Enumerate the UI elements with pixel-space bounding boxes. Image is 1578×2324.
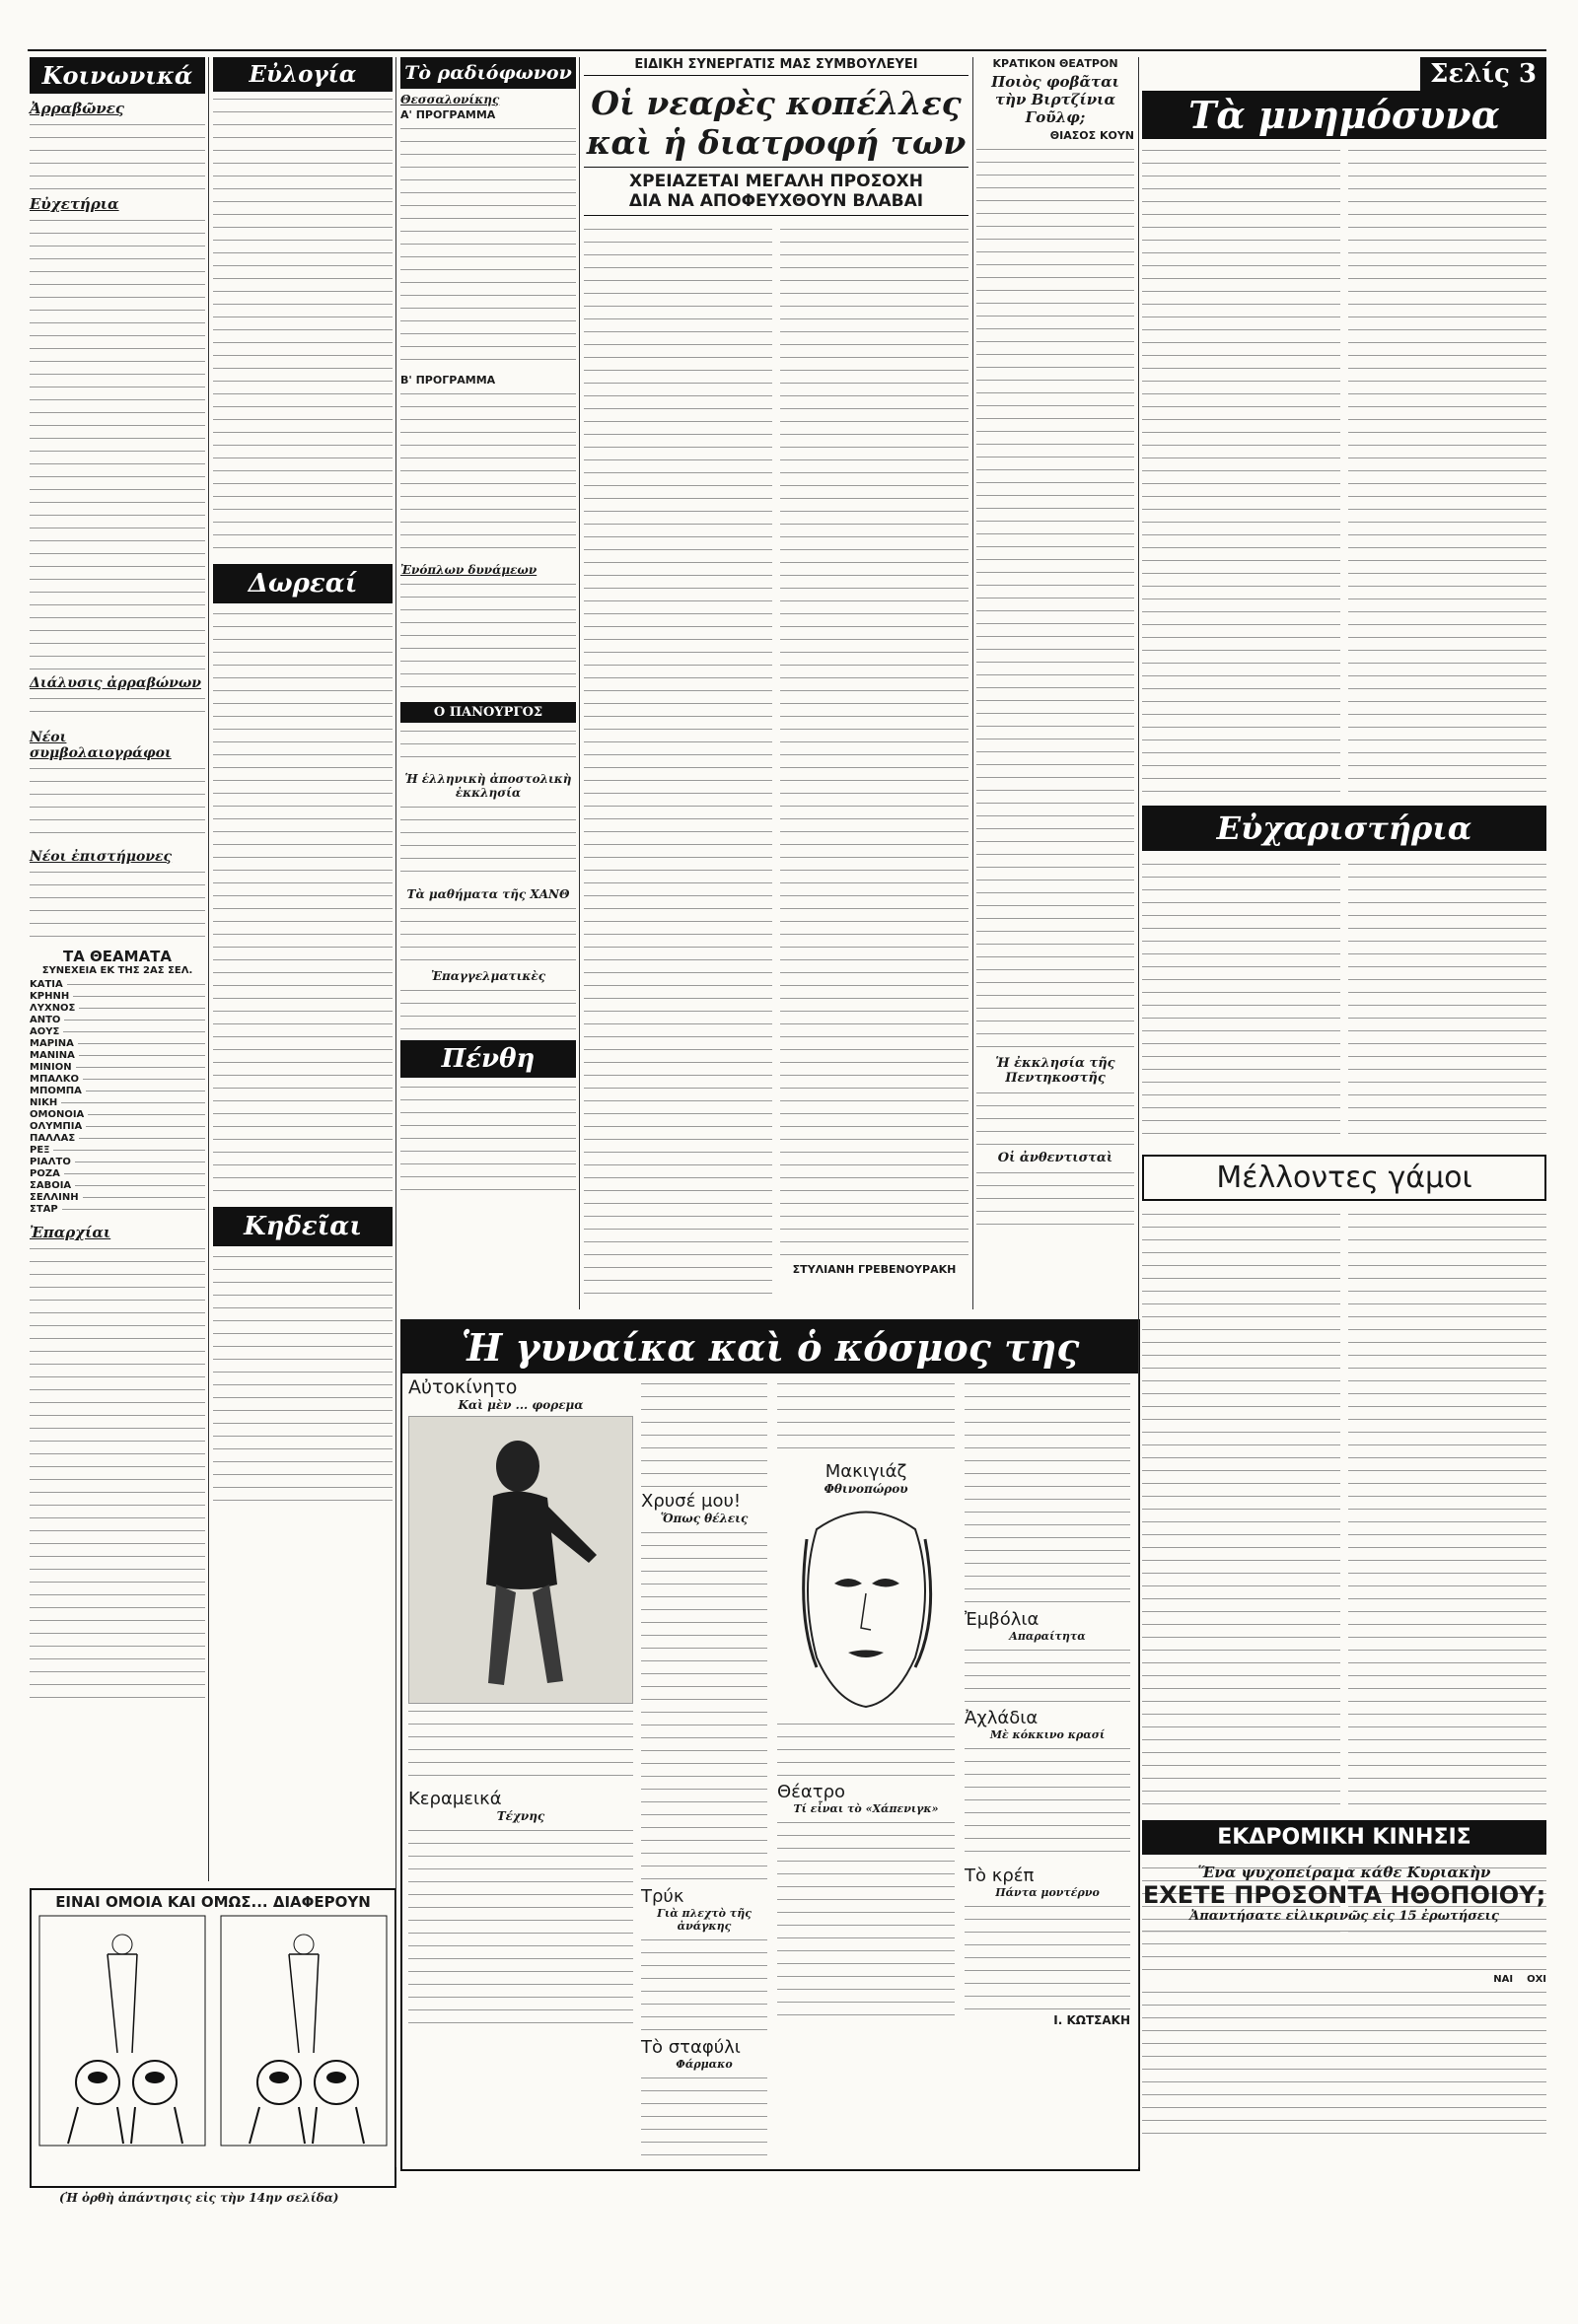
achladia-heading: Ἀχλάδια [965,1708,1039,1728]
cinema-name: ΜΑΡΙΝΑ [30,1038,74,1049]
lead-body-left [584,222,772,1303]
text-block [965,1744,1130,1863]
cinema-name: ΜΠΑΛΚΟ [30,1074,80,1085]
cinema-name: ΟΜΟΝΟΙΑ [30,1109,85,1120]
truk-heading: Τρύκ [641,1886,684,1907]
scientists-heading: Νέοι ἐπιστήμονες [30,849,173,865]
vaccines-column [965,1376,1130,2027]
cinema-entry [30,1145,205,1157]
cinema-name: ΜΠΟΜΠΑ [30,1086,82,1096]
thanks-title: Εὐχαριστήρια [1142,806,1546,851]
cinema-name: ΑΟΥΣ [30,1026,60,1037]
social-column [30,57,205,2187]
funerals-title: Κηδεῖαι [213,1207,393,1246]
cartoon-title: ΕΙΝΑΙ ΟΜΟΙΑ ΚΑΙ ΟΜΩΣ... ΔΙΑΦΕΡΟΥΝ [55,1893,371,1911]
lead-body-right [780,222,968,1303]
cartoon-left-panel-icon [38,1915,206,2147]
cinema-details [88,1109,205,1121]
cinema-name: ΑΝΤΟ [30,1015,61,1025]
emvolia-heading: Ἐμβόλια [965,1609,1040,1630]
cinema-details [64,1015,205,1026]
text-block [400,580,576,698]
shows-heading: ΤΑ ΘΕΑΜΑΤΑ [62,948,173,965]
cinema-details [76,1062,205,1074]
makeup-heading: Μακιγιάζ [825,1461,907,1482]
column-rule [395,57,396,2167]
text-block [213,1252,393,1509]
quiz-headline: ΕΧΕΤΕ ΠΡΟΣΟΝΤΑ ΗΘΟΠΟΙΟΥ; [1142,1881,1546,1909]
cinema-name: ΚΑΤΙΑ [30,979,63,990]
cinema-name: ΟΛΥΜΠΙΑ [30,1121,83,1132]
cinema-entry [30,1121,205,1133]
antiquities-heading: Οἱ ἀνθεντισταὶ [997,1151,1113,1165]
cinema-details [73,991,205,1003]
text-block [400,124,576,371]
cinema-details [75,1180,205,1192]
text-block [1142,146,1340,797]
face-illustration [777,1500,955,1717]
text-block [400,904,576,963]
text-block [408,1826,633,2023]
car-column [408,1376,633,2026]
text-block [584,225,772,1300]
lessons-heading: Τὰ μαθήματα τῆς ΧΑΝΘ [406,887,570,901]
deaths-title: Πένθη [400,1040,576,1078]
cinema-entry [30,1180,205,1192]
newlyweds-heading: Νέοι συμβολαιογράφοι [30,730,172,761]
quiz-subheading: Ἀπαντήσατε εἰλικρινῶς εἰς 15 ἐρωτήσεις [1189,1909,1499,1924]
text-block [400,986,576,1035]
lead-article [584,57,968,1276]
cinema-details [61,1097,205,1109]
text-block [1142,860,1340,1146]
text-block [400,1083,576,1191]
lectures-heading: Ἐπαγγελματικὲς [430,969,546,983]
text-block [400,389,576,557]
cinema-details [86,1121,205,1133]
text-block [408,1707,633,1786]
cinema-entry [30,1038,205,1050]
thanks-body [1142,857,1546,1149]
memorials-title: Τὰ μνημόσυνα [1142,91,1546,139]
cartoon-box [30,1888,396,2188]
cinema-details [78,1038,205,1050]
achladia-subheading: Μὲ κόκκινο κρασί [989,1728,1106,1741]
text-block [641,1379,767,1488]
text-block [30,1244,205,1708]
cinema-entry [30,1086,205,1097]
quiz-box [1142,1864,1546,2164]
cinema-details [64,1168,205,1180]
top-rule [28,49,1546,51]
text-block [1348,1210,1546,1811]
engagements-heading: Ἀρραβῶνες [30,100,125,117]
shop-label: Ο ΠΑΝΟΥΡΓΟΣ [400,702,576,723]
cartoon-right-panel-icon [220,1915,388,2147]
cinema-name: ΣΑΒΟΙΑ [30,1180,72,1191]
cinema-name: ΚΡΗΝΗ [30,991,70,1002]
cinema-details [79,1133,205,1145]
car-subheading: Καὶ μὲν ... φορεμα [458,1398,584,1412]
text-block [30,764,205,843]
cinema-name: ΝΙΚΗ [30,1097,58,1108]
text-block [30,694,205,724]
eulogies-column [213,57,393,2187]
cinema-entry [30,1157,205,1168]
program-b: Β' ΠΡΟΓΡΑΜΜΑ [400,374,496,387]
text-block [976,145,1134,1052]
text-block [400,727,576,766]
cinema-details [53,1145,205,1157]
cinema-details [79,1003,205,1015]
cinema-name: ΜΙΝΙΟΝ [30,1062,72,1073]
yes-label: ΝΑΙ [1493,1974,1514,1985]
text-block [1348,860,1546,1146]
cinema-details [75,1157,205,1168]
cinema-entry [30,979,205,991]
text-block [965,1379,1130,1606]
wishes-heading: Εὐχετήρια [30,195,119,213]
text-block [641,2074,767,2162]
cinema-details [63,1026,205,1038]
cinema-details [86,1086,205,1097]
text-block [400,803,576,881]
series-header [1142,57,1546,91]
grape-heading: Τὸ σταφύλι [641,2037,741,2058]
lead-body [584,222,968,1303]
weddings-title: Μέλλοντες γάμοι [1142,1155,1546,1201]
cinema-details [67,979,205,991]
lead-headline: Οἱ νεαρὲς κοπέλλες καὶ ἡ διατροφή των [586,84,967,162]
text-block [30,868,205,942]
truk-subheading: Γιὰ πλεχτὸ τῆς ἀνάγκης [657,1907,752,1933]
no-label: ΟΧΙ [1527,1974,1546,1985]
gold-subheading: Ὅπως θέλεις [660,1512,749,1525]
cinema-entry [30,991,205,1003]
woman-section [400,1319,1140,2171]
theatre-byline: ΘΙΑΣΟΣ ΚΟΥΝ [1049,129,1134,142]
memorials-body [1142,143,1546,800]
text-block [30,120,205,189]
car-photo [408,1416,633,1704]
column-rule [1138,57,1139,2167]
cinema-list [30,979,205,1216]
cinema-name: ΠΑΛΛΑΣ [30,1133,76,1144]
cinema-entry [30,1133,205,1145]
cartoon-caption: (Ἡ ὀρθὴ ἀπάντησις εἰς τὴν 14ην σελίδα) [59,2191,339,2205]
pentecost-heading: Ἡ ἐκκλησία τῆς Πεντηκοστῆς [995,1056,1115,1086]
text-block [1142,1210,1340,1811]
car-heading: Αὐτοκίνητο [408,1376,518,1398]
forces-heading: Ἐνόπλων δυνάμεων [400,563,538,577]
social-title: Κοινωνικά [30,57,205,94]
face-sketch-icon [777,1500,955,1717]
cinema-name: ΣΤΑΡ [30,1204,58,1215]
cinema-entry [30,1026,205,1038]
text-block [641,1936,767,2034]
lead-byline: ΣΤΥΛΙΑΝΗ ΓΡΕΒΕΝΟΥΡΑΚΗ [792,1263,957,1276]
cinema-entry [30,1097,205,1109]
column-rule [972,57,973,1309]
crepe-heading: Τὸ κρέπ [965,1866,1035,1886]
cinema-name: ΡΙΑΛΤΟ [30,1157,71,1167]
column-rule [579,57,580,1309]
text-block [1142,1927,1546,1971]
text-block [976,1168,1134,1228]
text-block [777,1720,955,1779]
cinema-entry [30,1050,205,1062]
text-block [965,1902,1130,2010]
cinema-details [83,1192,205,1204]
cinema-name: ΡΟΖΑ [30,1168,60,1179]
cinema-name: ΛΥΧΝΟΣ [30,1003,76,1014]
program-a: Α' ΠΡΟΓΡΑΜΜΑ [400,108,496,121]
ceramics-heading: Κεραμεικά [408,1789,502,1809]
cinema-entry [30,1204,205,1216]
cinema-entry [30,1192,205,1204]
province-heading: Ἐπαρχίαι [30,1224,111,1241]
theatro-subheading: Τί εἶναι τὸ «Χάπενιγκ» [793,1802,939,1815]
text-block [213,609,393,1201]
church-heading: Ἡ ἑλληνικὴ ἀποστολικὴ ἐκκλησία [404,772,572,800]
quiz-intro: Ἕνα ψυχοπείραμα κάθε Κυριακὴν [1197,1864,1491,1881]
theatre-title: Ποιὸς φοβᾶται τὴν Βιρτζίνια Γοῦλφ; [991,73,1119,126]
lead-kicker: ΕΙΔΙΚΗ ΣΥΝΕΡΓΑΤΙΣ ΜΑΣ ΣΥΜΒΟΥΛΕΥΕΙ [584,57,968,76]
quiz-answer-header [1142,1974,1546,1985]
text-block [30,216,205,669]
eulogies-title: Εὐλογία [213,57,393,92]
text-block [213,95,393,558]
broken-engagement-heading: Διάλυσις ἀρραβώνων [30,675,201,691]
woman-byline: Ι. ΚΩΤΣΑΚΗ [1053,2013,1130,2027]
grape-subheading: Φάρμακο [676,2058,733,2071]
quiz-questions [1142,1988,1546,2136]
cinema-entry [30,1109,205,1121]
makeup-subheading: Φθινοπώρου [824,1482,908,1496]
column-rule [208,57,209,1881]
cinema-entry [30,1074,205,1086]
woman-figure-icon [409,1417,632,1703]
cinema-entry [30,1015,205,1026]
woman-section-title: Ἡ γυναίκα καὶ ὁ κόσμος της [402,1321,1138,1373]
lead-subhead-1: ΧΡΕΙΑΖΕΤΑΙ ΜΕΓΑΛΗ ΠΡΟΣΟΧΗ [584,167,968,191]
theatro-heading: Θέατρο [777,1782,846,1802]
lead-subhead-2: ΔΙΑ ΝΑ ΑΠΟΦΕΥΧΘΟΥΝ ΒΛΑΒΑΙ [584,191,968,216]
radio-title: Τὸ ραδιόφωνον [400,57,576,89]
text-block [777,1818,955,2015]
gold-column [641,1376,767,2165]
shows-subheading: ΣΥΝΕΧΕΙΑ ΕΚ ΤΗΣ 2ΑΣ ΣΕΛ. [41,965,193,976]
excursion-title: ΕΚΔΡΟΜΙΚΗ ΚΙΝΗΣΙΣ [1142,1820,1546,1855]
cinema-name: ΣΕΛΛΙΝΗ [30,1192,79,1203]
theatre-column [976,57,1134,1250]
page-number: Σελίς 3 [1420,57,1546,91]
text-block [976,1089,1134,1148]
cinema-entry [30,1003,205,1015]
theatre-kicker: ΚΡΑΤΙΚΟΝ ΘΕΑΤΡΟΝ [992,57,1118,70]
text-block [780,225,968,1260]
cinema-entry [30,1168,205,1180]
cinema-details [79,1050,205,1062]
cinema-name: ΜΑΝΙΝΑ [30,1050,75,1061]
cinema-name: ΡΕΞ [30,1145,50,1156]
weddings-body [1142,1207,1546,1814]
makeup-column [777,1376,955,2018]
crepe-subheading: Πάντα μοντέρνο [995,1886,1100,1899]
radio-station: Θεσσαλονίκης [400,93,500,106]
radio-column [400,57,576,1309]
text-block [777,1379,955,1458]
gold-heading: Χρυσέ μου! [641,1491,742,1512]
text-block [641,1528,767,1883]
gifts-title: Δωρεαί [213,564,393,603]
cinema-details [62,1204,205,1216]
cartoon-panels [32,1915,394,2147]
cinema-entry [30,1062,205,1074]
text-block [965,1646,1130,1705]
cinema-details [83,1074,205,1086]
emvolia-subheading: Απαραίτητα [1009,1630,1086,1643]
text-block [1348,146,1546,797]
ceramics-subheading: Τέχνης [496,1809,545,1823]
